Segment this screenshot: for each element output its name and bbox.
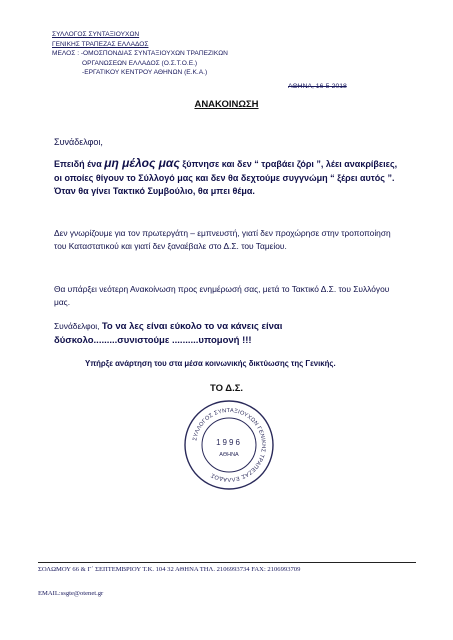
letterhead (52, 30, 228, 78)
stamp-ring-text: ΣΥΛΛΟΓΟΣ ΣΥΝΤΑΞΙΟΥΧΩΝ ΓΕΝΙΚΗΣ ΤΡΑΠΕΖΑΣ ΕΛΛΑΔΟΣ (192, 407, 267, 483)
bank-name: ΓΕΝΙΚΗΣ ΤΡΑΠΕΖΑΣ ΕΛΛΑΔΟΣ (52, 40, 149, 48)
member-line: ΜΕΛΟΣ : -ΟΜΟΣΠΟΝΔΙΑΣ ΣΥΝΤΑΞΙΟΥΧΩΝ ΤΡΑΠΕΖΙΚΩΝ (52, 50, 228, 58)
official-stamp (182, 398, 276, 492)
document-title: ΑΝΑΚΟΙΝΩΣΗ (194, 99, 259, 110)
member-line-2: ΟΡΓΑΝΩΣΕΩΝ ΕΛΛΑΔΟΣ (Ο.Σ.Τ.Ο.Ε.) (82, 59, 198, 67)
p1-emphasis: μη μέλος μας (104, 156, 180, 170)
paragraph-4 (54, 320, 399, 347)
signature: ΤΟ Δ.Σ. (209, 383, 244, 394)
note-line: Υπήρξε ανάρτηση του στα μέσα κοινωνικής δικτύωσης της Γενικής. (85, 359, 336, 368)
document-date: ΑΘΗΝΑ, 16-5-2018 (288, 83, 347, 90)
footer-address: ΣΟΛΩΜΟΥ 66 & Γ΄ ΣΕΠΤΕΜΒΡΙΟΥ Τ.Κ. 104 32 ΑΘΗΝΑ ΤΗΛ. 2106993734 FAX: 2106993709 (38, 566, 301, 573)
p4-emphasis: Το να λες είναι εύκολο το να κάνεις είναι δύσκολο.........συνιστούμε ..........υπομονή !!! (54, 321, 283, 346)
p1-start: Επειδή ένα (54, 159, 105, 169)
footer-divider (38, 562, 416, 563)
greeting: Συνάδελφοι, (54, 137, 103, 147)
p4-start: Συνάδελφοι, (54, 321, 102, 331)
paragraph-2: Δεν γνωρίζουμε για τον πρωτεργάτη – εμπνευστή, γιατί δεν προχώρησε στην τροποποίηση του Καταστατικού και γιατί δεν ξαναέβαλε στο Δ.Σ. του Ταμείου. (54, 228, 391, 251)
member-line-3: -ΕΡΓΑΤΙΚΟΥ ΚΕΝΤΡΟΥ ΑΘΗΝΩΝ (Ε.Κ.Α.) (82, 69, 208, 77)
p1-rest: ξύπνησε και δεν “ τραβάει ζόρι ”, λέει ανακρίβειες, οι οποίες θίγουν το Σύλλογό μας και δεν θα δεχτούμε συγγνώμη “ ξέρει αυτός ”. Όταν θα γίνει Τακτικό Συμβούλιο, θα μπει θέμα. (54, 159, 398, 196)
paragraph-1 (54, 157, 399, 199)
stamp-seal-icon (182, 398, 276, 492)
stamp-year: 1996 (216, 438, 242, 447)
footer-email: EMAIL:ssgte@otenet.gr (38, 590, 104, 597)
org-name: ΣΥΛΛΟΓΟΣ ΣΥΝΤΑΞΙΟΥΧΩΝ (52, 31, 140, 38)
paragraph-3: Θα υπάρξει νεότερη Ανακοίνωση προς ενημέρωσή σας, μετά το Τακτικό Δ.Σ. του Συλλόγου μας. (54, 284, 390, 307)
stamp-city: ΑΘΗΝΑ (219, 452, 239, 458)
